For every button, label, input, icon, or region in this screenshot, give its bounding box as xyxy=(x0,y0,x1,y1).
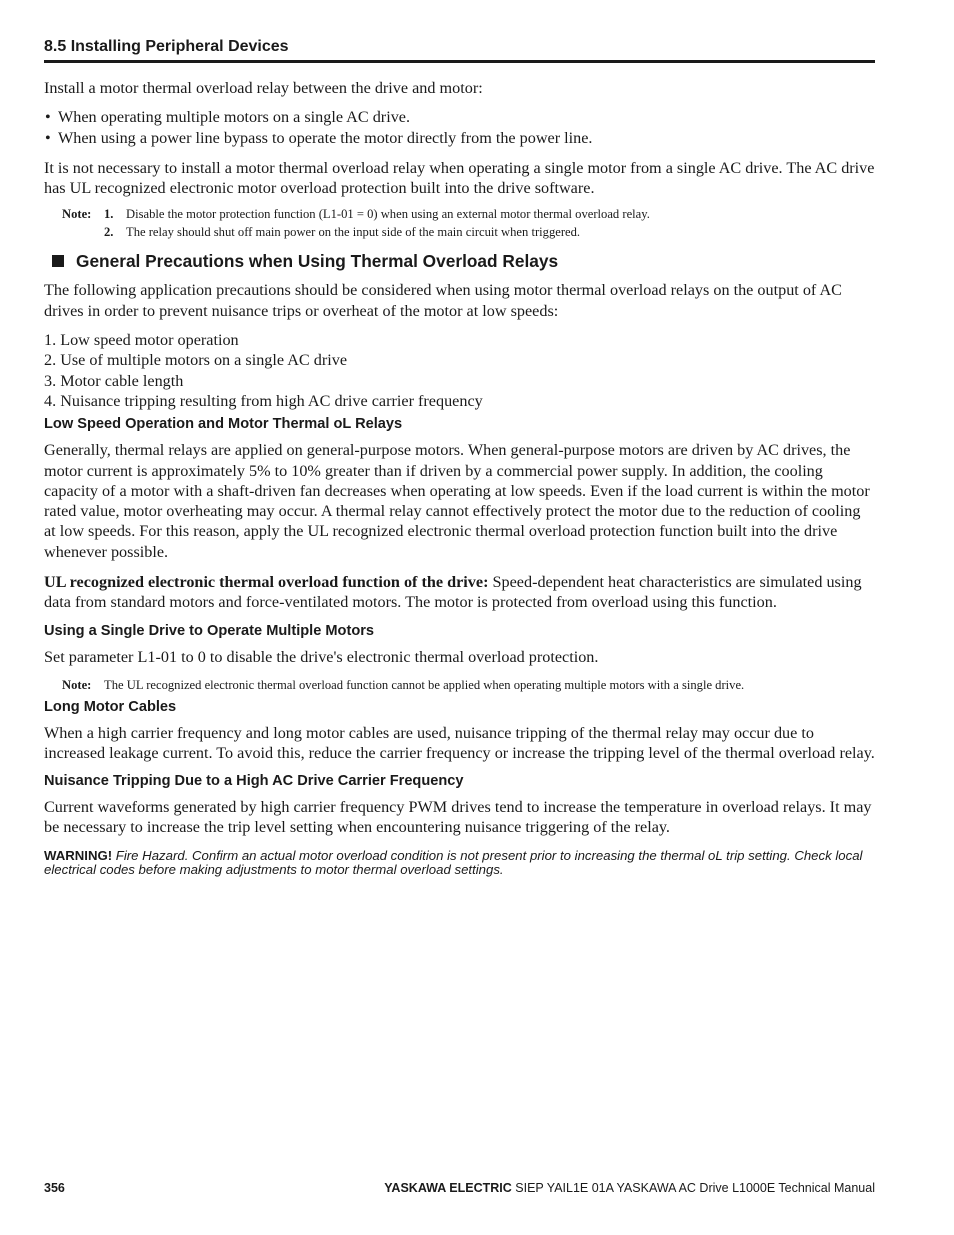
warning-label: WARNING! xyxy=(44,848,113,864)
note-item xyxy=(104,223,875,241)
note-text: The UL recognized electronic thermal overload function cannot be applied when operating multiple motors with a single drive. xyxy=(104,677,745,692)
note-block xyxy=(44,205,875,241)
precaution-item: 2. Use of multiple motors on a single AC drive xyxy=(44,351,348,370)
footer-doc-title xyxy=(384,1181,875,1195)
subheading-nuisance-tripping: Nuisance Tripping Due to a High AC Drive Carrier Frequency xyxy=(44,772,464,789)
precaution-list xyxy=(44,330,875,411)
subheading-long-cables: Long Motor Cables xyxy=(44,698,177,715)
footer-manual-name: SIEP YAIL1E 01A YASKAWA AC Drive L1000E Technical Manual xyxy=(511,1181,875,1195)
manual-page xyxy=(44,0,875,1235)
note-label: Note: xyxy=(62,677,92,692)
page-number: 356 xyxy=(44,1181,65,1195)
header-rule xyxy=(44,60,875,63)
note-item-text: Disable the motor protection function (L1-01 = 0) when using an external motor thermal overload relay. xyxy=(126,207,650,222)
ul-function-bold: UL recognized electronic thermal overload function of the drive: xyxy=(44,573,489,592)
intro-paragraph: It is not necessary to install a motor thermal overload relay when operating a single motor from a single AC drive. The AC drive has UL recognized electronic motor overload protection built into the drive software. xyxy=(44,158,875,198)
square-bullet-icon xyxy=(52,255,64,267)
precaution-item: 1. Low speed motor operation xyxy=(44,331,239,350)
intro-bullet-item: • When operating multiple motors on a single AC drive. xyxy=(44,107,875,127)
intro-lead: Install a motor thermal overload relay between the drive and motor: xyxy=(44,79,483,97)
section-heading-text: General Precautions when Using Thermal Overload Relays xyxy=(76,251,559,272)
warning-block xyxy=(44,849,875,878)
note-block xyxy=(44,676,875,694)
section-heading xyxy=(44,249,875,273)
section-intro: The following application precautions should be considered when using motor thermal overload relays on the output of AC drives in order to prevent nuisance trips or overheat of the motor at low speeds: xyxy=(44,281,842,320)
ul-function-text: Speed-dependent heat characteristics are simulated using data from standard motors and force-ventilated motors. The motor is protected from overload using this function. xyxy=(44,573,862,612)
long-cables-paragraph: When a high carrier frequency and long motor cables are used, nuisance tripping of the thermal relay may occur due to increased leakage current. To avoid this, reduce the carrier frequency or increase the tripping level of the thermal overload relay. xyxy=(44,723,875,763)
warning-text: Fire Hazard. Confirm an actual motor overload condition is not present prior to increasing the thermal oL trip setting. Check local electrical codes before making adjustments to motor thermal overload settings. xyxy=(44,848,863,878)
low-speed-paragraph: Generally, thermal relays are applied on general-purpose motors. When general-purpose motors are driven by AC drives, the motor current is approximately 5% to 10% greater than if driven by a commercial power supply. In addition, the cooling capacity of a motor with a shaft-driven fan decreases when operating at low speeds. Even if the load current is within the motor rated value, motor overheating may occur. A thermal relay cannot effectively protect the motor due to the reduction of cooling at low speeds. For this reason, apply the UL recognized electronic thermal overload protection function built into the drive whenever possible. xyxy=(44,441,870,561)
subheading-multiple-motors: Using a Single Drive to Operate Multiple Motors xyxy=(44,622,375,639)
nuisance-paragraph: Current waveforms generated by high carrier frequency PWM drives tend to increase the temperature in overload relays. It may be necessary to increase the trip level setting when encountering nuisance triggering of the relay. xyxy=(44,797,872,836)
intro-bullet-item: • When using a power line bypass to operate the motor directly from the power line. xyxy=(44,128,875,148)
ul-function-paragraph xyxy=(44,572,875,613)
precaution-item: 3. Motor cable length xyxy=(44,371,184,390)
footer-brand: YASKAWA ELECTRIC xyxy=(384,1181,512,1195)
note-items xyxy=(104,205,875,241)
note-item-text: The relay should shut off main power on the input side of the main circuit when triggered. xyxy=(126,225,581,240)
intro-bullet-list xyxy=(44,107,875,148)
section-header-title: 8.5 Installing Peripheral Devices xyxy=(44,38,289,55)
precaution-item: 4. Nuisance tripping resulting from high AC drive carrier frequency xyxy=(44,391,483,410)
note-item-number: 2. xyxy=(104,225,114,240)
note-item-number: 1. xyxy=(104,207,114,222)
multiple-motors-paragraph: Set parameter L1-01 to 0 to disable the drive's electronic thermal overload protection. xyxy=(44,647,599,666)
note-label: Note: xyxy=(62,207,92,222)
subheading-low-speed: Low Speed Operation and Motor Thermal oL Relays xyxy=(44,416,403,433)
page-content xyxy=(44,78,875,878)
note-item xyxy=(104,205,875,223)
